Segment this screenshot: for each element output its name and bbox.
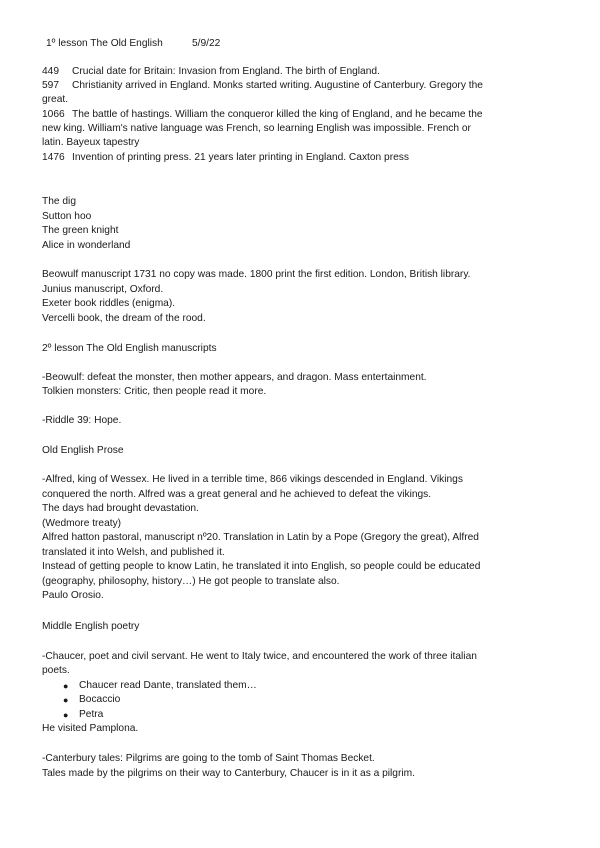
- manuscript-line: Exeter book riddles (enigma).: [42, 298, 176, 309]
- manuscript-line: Beowulf manuscript 1731 no copy was made. 1800 print the first edition. London, British library.: [42, 269, 471, 280]
- bullet-item: Petra: [79, 709, 104, 720]
- alfred-line: The days had brought devastation.: [42, 503, 199, 514]
- timeline-text: Invention of printing press. 21 years later printing in England. Caxton press: [72, 152, 409, 163]
- chaucer-line: -Chaucer, poet and civil servant. He went to Italy twice, and encountered the work of three italian: [42, 651, 477, 662]
- beowulf-line: Tolkien monsters: Critic, then people read it more.: [42, 386, 267, 397]
- timeline-text: The battle of hastings. William the conqueror killed the king of England, and he became the: [72, 109, 483, 120]
- beowulf-line: -Beowulf: defeat the monster, then mother appears, and dragon. Mass entertainment.: [42, 372, 427, 383]
- topic-item: Alice in wonderland: [42, 240, 131, 251]
- topic-item: The green knight: [42, 225, 119, 236]
- timeline-year: 1476: [42, 152, 65, 163]
- alfred-line: (geography, philosophy, history…) He got people to translate also.: [42, 576, 340, 587]
- prose-section-title: Old English Prose: [42, 445, 124, 456]
- alfred-line: translated it into Welsh, and published it.: [42, 547, 225, 558]
- canterbury-line: Tales made by the pilgrims on their way to Canterbury, Chaucer is in it as a pilgrim.: [42, 768, 415, 779]
- bullet-icon: ●: [63, 710, 69, 720]
- topic-item: Sutton hoo: [42, 211, 92, 222]
- manuscript-line: Vercelli book, the dream of the rood.: [42, 313, 206, 324]
- riddle-line: -Riddle 39: Hope.: [42, 415, 122, 426]
- timeline-year: 1066: [42, 109, 65, 120]
- document-header-title: 1º lesson The Old English: [46, 38, 163, 49]
- timeline-text: Crucial date for Britain: Invasion from England. The birth of England.: [72, 66, 380, 77]
- alfred-line: -Alfred, king of Wessex. He lived in a terrible time, 866 vikings descended in England. Vikings: [42, 474, 463, 485]
- chaucer-line: poets.: [42, 665, 70, 676]
- document-header-date: 5/9/22: [192, 38, 221, 49]
- bullet-icon: ●: [63, 695, 69, 705]
- alfred-line: (Wedmore treaty): [42, 518, 122, 529]
- lesson-2-title: 2º lesson The Old English manuscripts: [42, 343, 217, 354]
- timeline-year: 597: [42, 80, 59, 91]
- bullet-item: Bocaccio: [79, 694, 121, 705]
- alfred-line: Instead of getting people to know Latin, he translated it into English, so people could be educated: [42, 561, 481, 572]
- alfred-line: conquered the north. Alfred was a great general and he achieved to defeat the vikings.: [42, 489, 432, 500]
- canterbury-line: -Canterbury tales: Pilgrims are going to the tomb of Saint Thomas Becket.: [42, 753, 375, 764]
- topic-item: The dig: [42, 196, 76, 207]
- bullet-icon: ●: [63, 681, 69, 691]
- pamplona-line: He visited Pamplona.: [42, 723, 139, 734]
- alfred-line: Alfred hatton pastoral, manuscript nº20. Translation in Latin by a Pope (Gregory the great), Alfred: [42, 532, 479, 543]
- poetry-section-title: Middle English poetry: [42, 621, 140, 632]
- alfred-line: Paulo Orosio.: [42, 590, 104, 601]
- timeline-year: 449: [42, 66, 59, 77]
- timeline-text: latin. Bayeux tapestry: [42, 137, 140, 148]
- timeline-text: Christianity arrived in England. Monks started writing. Augustine of Canterbury. Gregory the: [72, 80, 483, 91]
- manuscript-line: Junius manuscript, Oxford.: [42, 284, 164, 295]
- timeline-text: great.: [42, 94, 69, 105]
- bullet-item: Chaucer read Dante, translated them…: [79, 680, 257, 691]
- timeline-text: new king. William's native language was French, so learning English was impossible. French or: [42, 123, 471, 134]
